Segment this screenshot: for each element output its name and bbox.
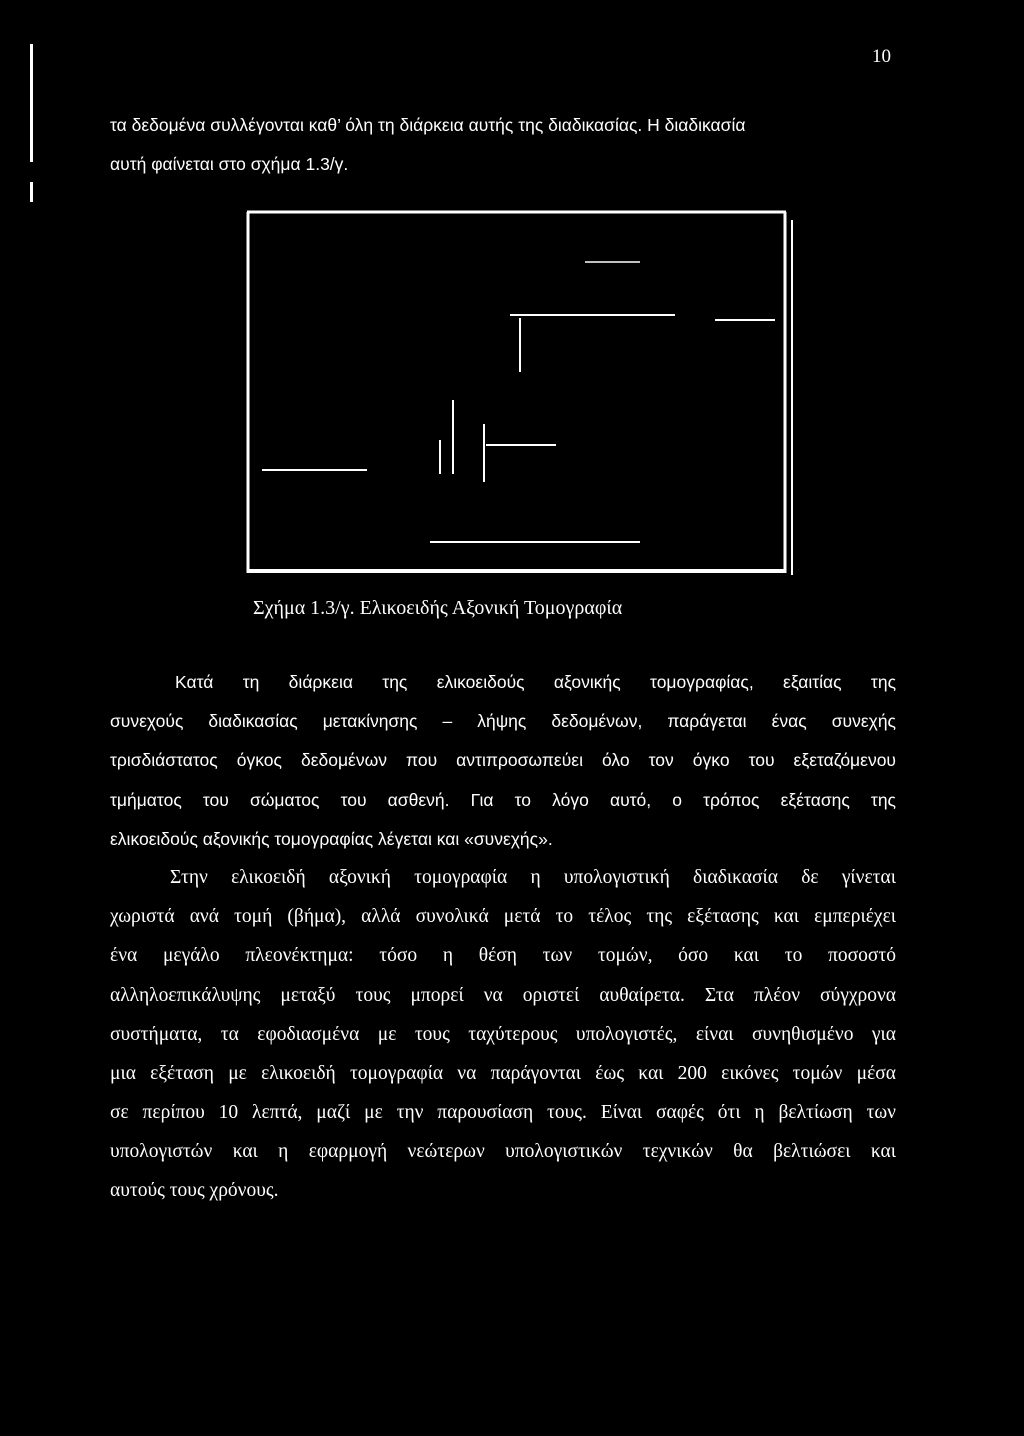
intro-line-2: αυτή φαίνεται στο σχήμα 1.3/γ. [110,154,349,174]
paragraph2-line: συστήματα, τα εφοδιασμένα με τους ταχύτερους υπολογιστές, είναι συνηθισμένο για [110,1024,896,1045]
paragraph1-line: τρισδιάστατος όγκος δεδομένων που αντιπροσωπεύει όλο τον όγκο του εξεταζόμενου [110,750,896,770]
paragraph1-line: τμήματος του σώματος του ασθενή. Για το λόγο αυτό, ο τρόπος εξέτασης της [110,790,896,810]
figure-caption: Σχήμα 1.3/γ. Ελικοειδής Αξονική Τομογραφία [253,597,623,619]
paragraph2-line: μια εξέταση με ελικοειδή τομογραφία να παράγονται έως και 200 εικόνες τομών μέσα [110,1063,896,1084]
paragraph2-line: σε περίπου 10 λεπτά, μαζί με την παρουσίαση τους. Είναι σαφές ότι η βελτίωση των [110,1102,896,1123]
page-number: 10 [872,46,891,67]
paragraph2-line: υπολογιστών και η εφαρμογή νεώτερων υπολογιστικών τεχνικών θα βελτιώσει και [110,1141,896,1162]
intro-line-1: τα δεδομένα συλλέγονται καθ’ όλη τη διάρκεια αυτής της διαδικασίας. Η διαδικασία [110,115,746,135]
paragraph2-line: χωριστά ανά τομή (βήμα), αλλά συνολικά μετά το τέλος της εξέτασης και εμπεριέχει [110,906,896,927]
paragraph2-line: αυτούς τους χρόνους. [110,1180,279,1201]
paragraph2-line: ένα μεγάλο πλεονέκτημα: τόσο η θέση των τομών, όσο και το ποσοστό [110,945,896,966]
paragraph2-line: αλληλοεπικάλυψης μεταξύ τους μπορεί να οριστεί αυθαίρετα. Στα πλέον σύγχρονα [110,985,896,1006]
paragraph1-line: Κατά τη διάρκεια της ελικοειδούς αξονικής τομογραφίας, εξαιτίας της [175,672,896,692]
helical-ct-figure [0,0,1024,590]
paragraph1-line: συνεχούς διαδικασίας μετακίνησης – λήψης δεδομένων, παράγεται ένας συνεχής [110,711,896,731]
paragraph2-line: Στην ελικοειδή αξονική τομογραφία η υπολογιστική διαδικασία δε γίνεται [170,867,896,888]
paragraph1-line: ελικοειδούς αξονικής τομογραφίας λέγεται και «συνεχής». [110,829,553,849]
